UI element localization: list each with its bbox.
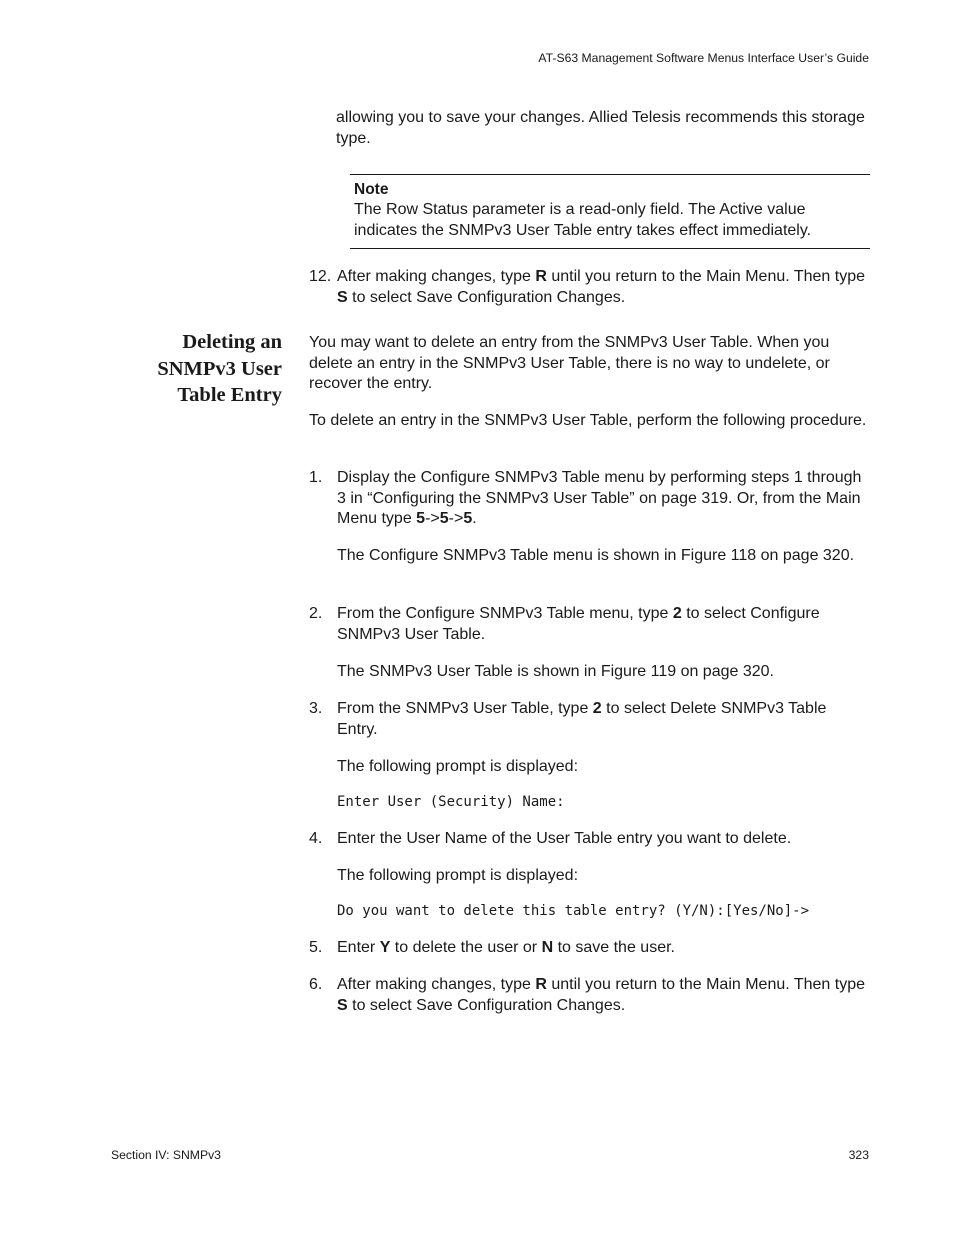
step-text: Display the Configure SNMPv3 Table menu by performing steps 1 through 3 in “Configuring the SNMPv3 User Table” on page 319. Or, from the Main Menu type 5->5->5. — [337, 469, 862, 527]
step-4-note: The following prompt is displayed: — [337, 867, 579, 884]
step-number: 3. — [309, 700, 323, 717]
step-text: Enter Y to delete the user or N to save the user. — [337, 939, 675, 956]
running-header: AT-S63 Management Software Menus Interface User’s Guide — [538, 51, 869, 65]
intro-paragraph: allowing you to save your changes. Allied Telesis recommends this storage type. — [336, 109, 865, 147]
step-text: After making changes, type R until you return to the Main Menu. Then type S to select Save Configuration Changes. — [337, 976, 865, 1014]
step-6 — [309, 975, 871, 1016]
step-3-note: The following prompt is displayed: — [337, 758, 579, 775]
section-heading: Deleting an SNMPv3 User Table Entry — [157, 331, 282, 406]
step-number: 6. — [309, 976, 323, 993]
page-number: 323 — [848, 1148, 869, 1162]
step-number: 5. — [309, 939, 323, 956]
note-body: The Row Status parameter is a read-only field. The Active value indicates the SNMPv3 User Table entry takes effect immediately. — [354, 201, 812, 239]
step-text: From the SNMPv3 User Table, type 2 to select Delete SNMPv3 Table Entry. — [337, 700, 827, 738]
note-title: Note — [354, 181, 389, 198]
step-2-note: The SNMPv3 User Table is shown in Figure 119 on page 320. — [337, 663, 774, 680]
step-1-note: The Configure SNMPv3 Table menu is shown in Figure 118 on page 320. — [337, 547, 855, 564]
step-4 — [309, 829, 871, 850]
section-paragraph-2: To delete an entry in the SNMPv3 User Table, perform the following procedure. — [309, 412, 867, 429]
footer-section: Section IV: SNMPv3 — [111, 1148, 221, 1162]
code-prompt-user-name: Enter User (Security) Name: — [337, 794, 565, 810]
step-text: Enter the User Name of the User Table entry you want to delete. — [337, 830, 792, 847]
step-number: 1. — [309, 469, 323, 486]
step-text: From the Configure SNMPv3 Table menu, type 2 to select Configure SNMPv3 User Table. — [337, 605, 820, 643]
code-prompt-delete-confirm: Do you want to delete this table entry? (Y/N):[Yes/No]-> — [337, 903, 810, 919]
step-number: 4. — [309, 830, 323, 847]
step-text: After making changes, type R until you return to the Main Menu. Then type S to select Save Configuration Changes. — [337, 268, 865, 306]
step-2 — [309, 604, 871, 645]
step-5 — [309, 938, 871, 959]
step-number: 12. — [309, 268, 332, 285]
note-box — [350, 174, 870, 249]
step-3 — [309, 699, 871, 740]
section-paragraph-1: You may want to delete an entry from the SNMPv3 User Table. When you delete an entry in the SNMPv3 User Table, there is no way to undelete, or recover the entry. — [309, 334, 830, 392]
step-1 — [309, 468, 871, 530]
step-number: 2. — [309, 605, 323, 622]
step-12 — [309, 267, 871, 308]
